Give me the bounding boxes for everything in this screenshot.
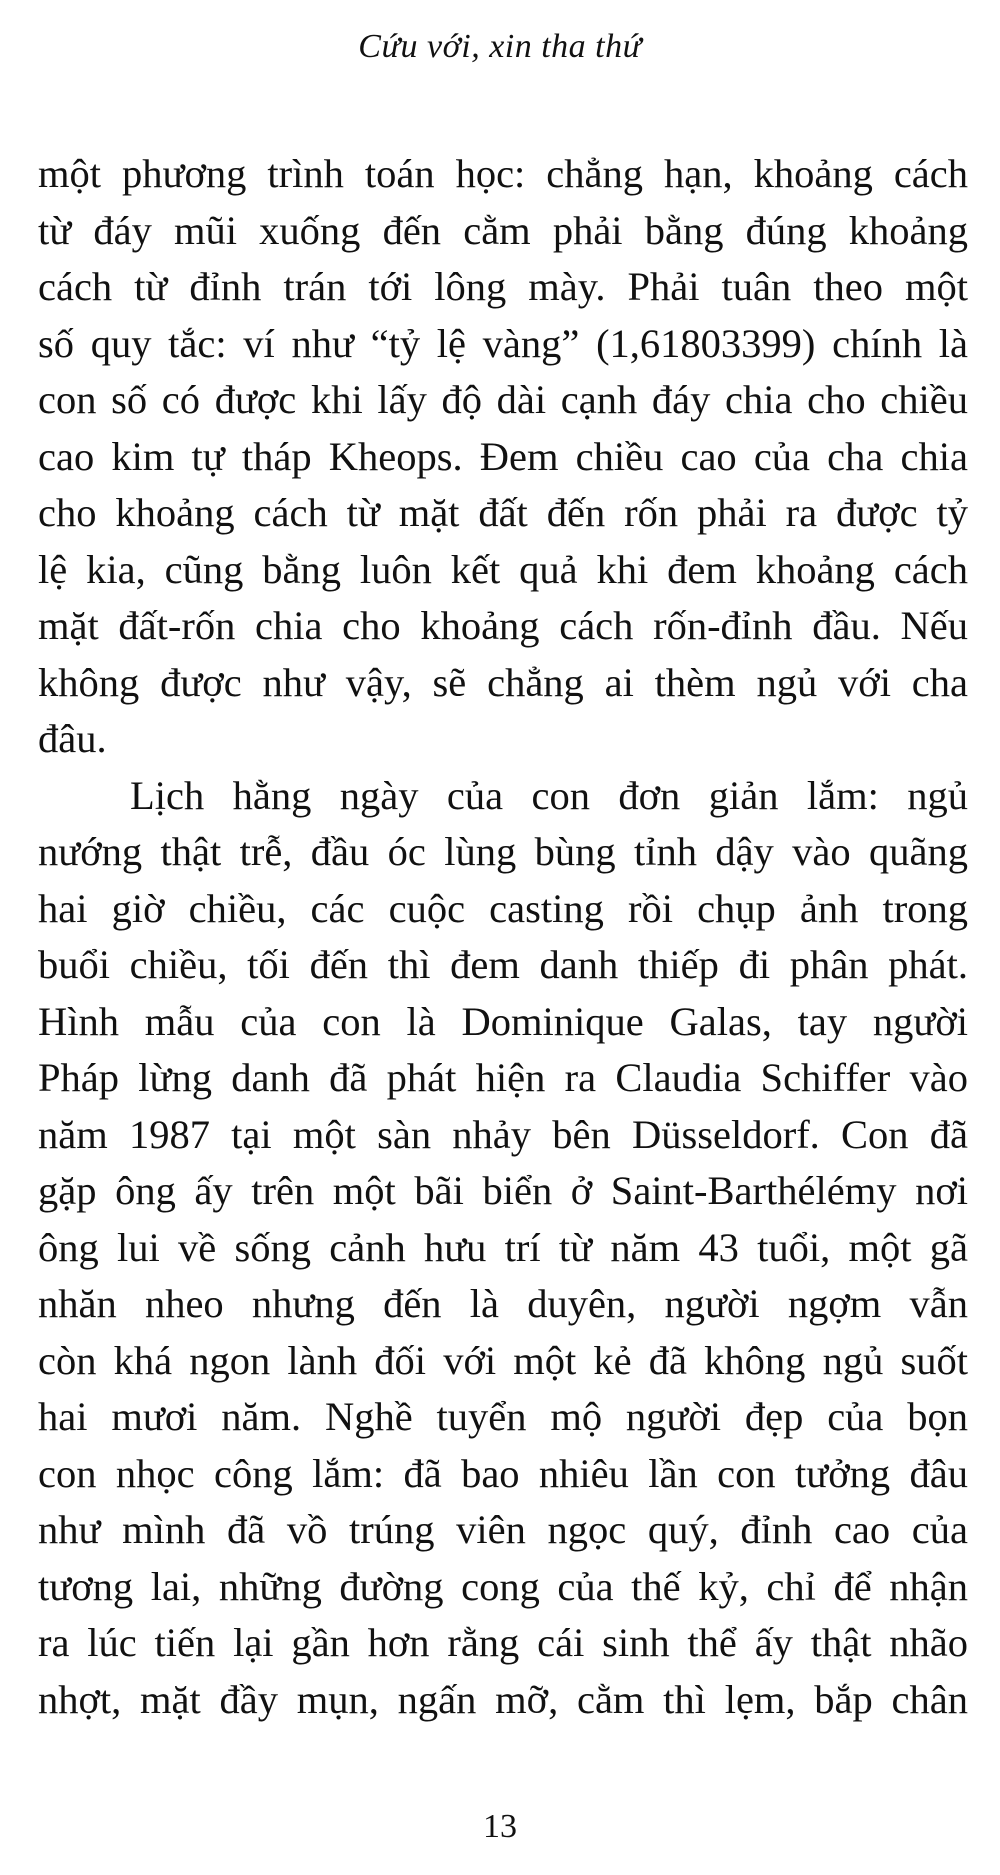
text-line: cách từ đỉnh trán tới lông mày. Phải tuân theo một [38, 264, 968, 309]
text-line: Pháp lừng danh đã phát hiện ra Claudia Schiffer vào [38, 1055, 968, 1100]
text-line: con nhọc công lắm: đã bao nhiêu lần con tưởng đâu [38, 1450, 968, 1496]
text-line: buổi chiều, tối đến thì đem danh thiếp đi phân phát. [38, 942, 968, 987]
running-header: Cứu với, xin tha thứ [358, 28, 642, 65]
page-number: 13 [483, 1808, 517, 1845]
text-line: từ đáy mũi xuống đến cằm phải bằng đúng khoảng [38, 207, 968, 253]
text-line: nhợt, mặt đầy mụn, ngấn mỡ, cằm thì lẹm, bắp chân [38, 1676, 968, 1722]
text-line: nướng thật trễ, đầu óc lùng bùng tỉnh dậy vào quãng [38, 829, 968, 874]
text-line: mặt đất-rốn chia cho khoảng cách rốn-đỉnh đầu. Nếu [38, 603, 968, 648]
body-text [38, 146, 968, 1728]
text-line: lệ kia, cũng bằng luôn kết quả khi đem khoảng cách [38, 546, 968, 592]
text-line: ra lúc tiến lại gần hơn rằng cái sinh thể ấy thật nhão [38, 1620, 968, 1665]
text-line: cho khoảng cách từ mặt đất đến rốn phải ra được tỷ [38, 490, 968, 535]
text-line: năm 1987 tại một sàn nhảy bên Düsseldorf. Con đã [38, 1111, 968, 1157]
text-line: Lịch hằng ngày của con đơn giản lắm: ngủ [130, 772, 968, 818]
text-line: một phương trình toán học: chẳng hạn, khoảng cách [38, 151, 968, 196]
text-line: cao kim tự tháp Kheops. Đem chiều cao của cha chia [38, 433, 968, 479]
text-line: ông lui về sống cảnh hưu trí từ năm 43 tuổi, một gã [38, 1224, 968, 1270]
text-line: nhăn nheo nhưng đến là duyên, người ngợm vẫn [38, 1281, 968, 1326]
text-line: Hình mẫu của con là Dominique Galas, tay người [38, 998, 968, 1044]
text-line: hai mươi năm. Nghề tuyển mộ người đẹp của bọn [38, 1394, 968, 1439]
text-line: số quy tắc: ví như “tỷ lệ vàng” (1,61803399) chính là [38, 320, 968, 366]
text-line: còn khá ngon lành đối với một kẻ đã không ngủ suốt [38, 1337, 968, 1383]
text-line: đâu. [38, 716, 107, 761]
text-line: như mình đã vồ trúng viên ngọc quý, đỉnh cao của [38, 1507, 968, 1552]
text-line: con số có được khi lấy độ dài cạnh đáy chia cho chiều [38, 377, 968, 422]
text-line: hai giờ chiều, các cuộc casting rồi chụp ảnh trong [38, 885, 968, 931]
text-line: tương lai, những đường cong của thế kỷ, chỉ để nhận [38, 1563, 968, 1609]
text-line: gặp ông ấy trên một bãi biển ở Saint-Barthélémy nơi [38, 1168, 968, 1213]
text-line: không được như vậy, sẽ chẳng ai thèm ngủ với cha [38, 659, 968, 705]
